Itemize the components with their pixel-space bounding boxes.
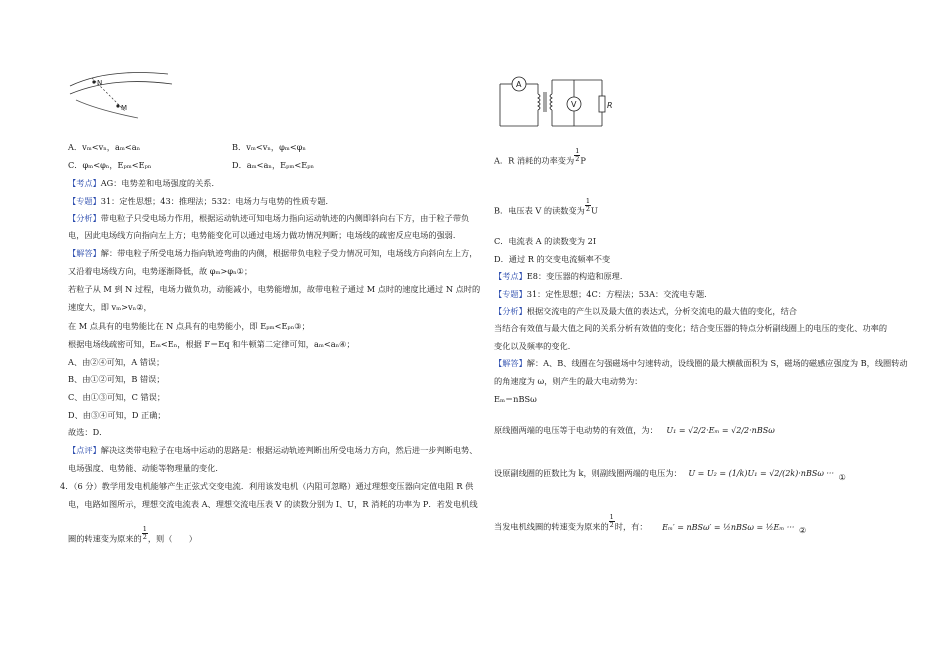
fenxi-tag: 【分析】 bbox=[68, 213, 101, 223]
option-d-right: D．通过 R 的交变电流频率不变 bbox=[494, 254, 611, 264]
option-a-right-post: P bbox=[580, 155, 586, 166]
dianping-text-2: 电场强度、电势能、动能等物理量的变化． bbox=[68, 463, 224, 473]
jieda-text-7: A、由②④可知，A 错误； bbox=[68, 357, 165, 367]
fenxi-text-1: 带电粒子只受电场力作用，根据运动轨迹可知电场力指向运动轨迹的内侧即斜向右下方，由于粒子带负 bbox=[100, 213, 470, 223]
option-b-right-post: U bbox=[590, 205, 598, 216]
fenxi-text-2: 电，因此电场线方向指向左上方；电势能变化可以通过电场力做功情况判断；电场线的疏密反应电场的强弱． bbox=[68, 230, 462, 240]
zhuanti-text: 31：定性思想；43：推理法；532：电场力与电势的性质专题． bbox=[100, 196, 334, 206]
electric-field-diagram bbox=[68, 70, 178, 120]
option-a-fraction bbox=[574, 148, 580, 163]
jieda-text-1: 解：带电粒子所受电场力指向轨迹弯曲的内侧，根据带负电粒子受力情况可知，电场线方向斜向左上方， bbox=[100, 248, 478, 258]
jieda-right-text-2: 的角速度为 ω，则产生的最大电动势为： bbox=[494, 376, 643, 386]
fenxi-line-1 bbox=[68, 213, 469, 224]
u-line bbox=[494, 468, 846, 482]
half-speed-line bbox=[494, 513, 807, 535]
point-n-label: N bbox=[97, 79, 103, 87]
fenxi-right-text-1: 根据交流电的产生以及最大值的表达式，分析交流电的最大值的变化，结合 bbox=[526, 306, 797, 316]
option-b: B．vₘ<vₙ，φₘ<φₙ bbox=[232, 142, 306, 152]
half-speed-frac-den: 2 bbox=[609, 521, 614, 529]
equation-em2: Eₘ′ = nBSω′ = ½nBSω = ½Eₘ ··· bbox=[662, 522, 795, 532]
half-speed-fraction bbox=[609, 514, 615, 529]
kaodian-right-tag: 【考点】 bbox=[494, 271, 527, 281]
jieda-text-9: C、由①③可知，C 错误； bbox=[68, 392, 166, 402]
equation-em: Eₘ＝nBSω bbox=[494, 394, 537, 404]
kaodian-text: AG：电势差和电场强度的关系． bbox=[100, 178, 220, 188]
jieda-text-2: 又沿着电场线方向，电势逐渐降低，故 φₘ>φₙ①； bbox=[68, 266, 253, 276]
kaodian-right-text: E8：变压器的构造和原理． bbox=[526, 271, 629, 281]
zhuanti-line bbox=[68, 196, 334, 207]
option-a-right-pre: A．R 消耗的功率变为 bbox=[494, 155, 575, 166]
zhuanti-right-line bbox=[494, 289, 712, 300]
jieda-text-5: 在 M 点具有的电势能比在 N 点具有的电势能小，即 Eₚₘ<Eₚₙ③； bbox=[68, 321, 310, 331]
jieda-text-10: D、由③④可知，D 正确； bbox=[68, 410, 166, 420]
half-speed-frac-num: 1 bbox=[609, 513, 614, 521]
jieda-text-3: 若粒子从 M 到 N 过程，电场力做负功，动能减小，电势能增加，故带电粒子通过 M 点时的速度比通过 N 点时的 bbox=[68, 284, 481, 294]
jieda-text-8: B、由①②可知，B 错误； bbox=[68, 374, 165, 384]
option-b-right-pre: B．电压表 V 的读数变为 bbox=[494, 205, 585, 216]
option-a-frac-den: 2 bbox=[575, 155, 580, 163]
fraction-half bbox=[142, 526, 148, 541]
option-a-frac-num: 1 bbox=[575, 147, 580, 155]
option-a-right bbox=[494, 147, 586, 169]
jieda-right-tag: 【解答】 bbox=[494, 358, 527, 368]
voltmeter-label: V bbox=[571, 100, 577, 109]
option-d: D．aₘ<aₙ，Eₚₘ<Eₚₙ bbox=[232, 160, 315, 170]
fenxi-right-text-3: 变化以及频率的变化． bbox=[494, 341, 576, 351]
jieda-text-4: 速度大，即 vₘ>vₙ②， bbox=[68, 302, 152, 312]
jieda-line-1 bbox=[68, 248, 477, 259]
fenxi-right-tag: 【分析】 bbox=[494, 306, 527, 316]
dianping-tag: 【点评】 bbox=[68, 445, 101, 455]
fraction-den: 2 bbox=[142, 533, 147, 541]
jieda-tag: 【解答】 bbox=[68, 248, 101, 258]
half-speed-text-a: 当发电机线圈的转速变为原来的 bbox=[494, 521, 609, 532]
kaodian-line bbox=[68, 178, 220, 189]
question-4-line-1: 4．（6 分）教学用发电机能够产生正弦式交变电流．利用该发电机（内阻可忽略）通过理想变压器向定值电阻 R 供 bbox=[60, 481, 474, 491]
option-c: C．φₘ<φₙ，Eₚₘ<Eₚₙ bbox=[68, 160, 152, 170]
option-b-fraction bbox=[585, 198, 591, 213]
question-4-text-a: 圈的转速变为原来的 bbox=[68, 533, 142, 544]
resistor-label: R bbox=[607, 101, 613, 110]
jieda-text-11: 故选：D． bbox=[68, 427, 108, 437]
question-4-line-3 bbox=[68, 525, 197, 547]
circuit-diagram bbox=[494, 70, 619, 132]
question-4-line-2: 电，电路如图所示，理想交流电流表 A、理想交流电压表 V 的读数分别为 I、U，R 消耗的功率为 P．若发电机线 bbox=[68, 499, 478, 509]
option-c-right: C．电流表 A 的读数变为 2I bbox=[494, 236, 597, 246]
ammeter-label: A bbox=[516, 80, 522, 89]
u1-line bbox=[494, 425, 775, 436]
jieda-right-line-1 bbox=[494, 358, 908, 369]
dianping-line-1 bbox=[68, 445, 477, 456]
fenxi-right-line-1 bbox=[494, 306, 797, 317]
kaodian-right-line bbox=[494, 271, 628, 282]
zhuanti-tag: 【专题】 bbox=[68, 196, 101, 206]
fraction-num: 1 bbox=[142, 525, 147, 533]
zhuanti-right-tag: 【专题】 bbox=[494, 289, 527, 299]
option-a: A．vₘ<vₙ，aₘ<aₙ bbox=[68, 142, 141, 152]
question-4-text-b: ，则（ ） bbox=[147, 533, 197, 544]
kaodian-tag: 【考点】 bbox=[68, 178, 101, 188]
u1-text: 原线圈两端的电压等于电动势的有效值，为： bbox=[494, 425, 658, 435]
equation-u: U = U₂ = (1/k)U₁ = √2/(2k)·nBSω ··· bbox=[688, 469, 835, 478]
option-b-frac-den: 2 bbox=[585, 205, 590, 213]
u-text: 设原副线圈的匝数比为 k，则副线圈两端的电压为： bbox=[494, 468, 682, 478]
option-b-right bbox=[494, 197, 598, 219]
equation-u-number: ① bbox=[838, 472, 846, 482]
half-speed-text-b: 时，有： bbox=[614, 521, 648, 532]
equation-em2-number: ② bbox=[799, 524, 807, 535]
option-b-frac-num: 1 bbox=[585, 197, 590, 205]
dianping-text-1: 解决这类带电粒子在电场中运动的思路是：根据运动轨迹判断出所受电场力方向，然后进一步判断电势、 bbox=[100, 445, 478, 455]
point-m-label: M bbox=[121, 104, 128, 112]
equation-u1: U₁ = √2/2·Eₘ = √2/2·nBSω bbox=[666, 426, 775, 435]
jieda-right-text-1: 解：A、B、线圈在匀强磁场中匀速转动，设线圈的最大横截面积为 S，磁场的磁感应强度为 B，线圈转动 bbox=[526, 358, 908, 368]
zhuanti-right-text: 31：定性思想；4C：方程法；53A：交流电专题． bbox=[526, 289, 713, 299]
jieda-text-6: 根据电场线疏密可知，Eₘ<Eₙ，根据 F＝Eq 和牛顿第二定律可知，aₘ<aₙ④； bbox=[68, 339, 355, 349]
fenxi-right-text-2: 当结合有效值与最大值之间的关系分析有效值的变化；结合变压器的特点分析副线圈上的电压的变化、功率的 bbox=[494, 323, 888, 333]
